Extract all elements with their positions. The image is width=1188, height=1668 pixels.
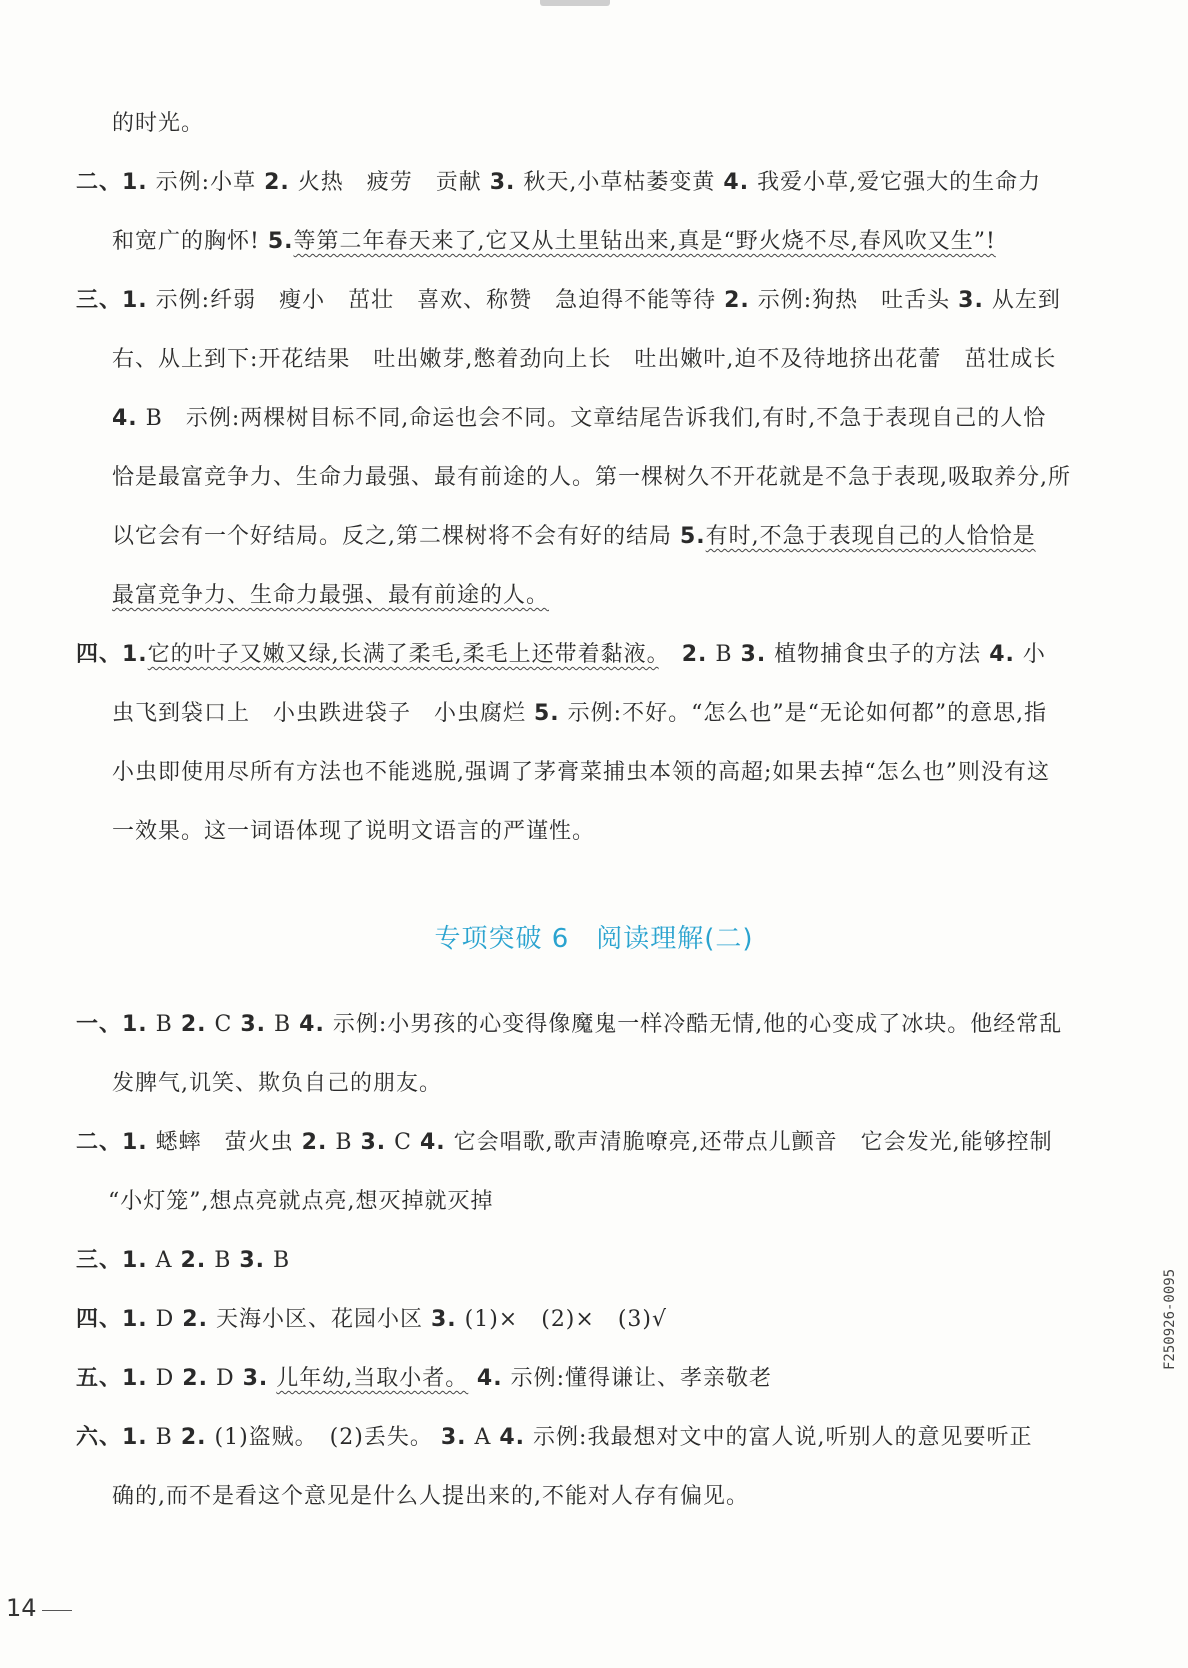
text-line: 4. B 示例:两棵树目标不同,命运也会不同。文章结尾告诉我们,有时,不急于表现自己的人恰	[112, 406, 1047, 431]
text-line: 和宽广的胸怀! 5.等第二年春天来了,它又从土里钻出来,真是“野火烧不尽,春风吹又生”!	[112, 229, 996, 254]
answer-group-2: 二、1. 示例:小草 2. 火热 疲劳 贡献 3. 秋天,小草枯萎变黄 4. 我爱小草,爱它强大的生命力	[76, 170, 1042, 195]
section-title: 专项突破 6 阅读理解(二)	[434, 924, 754, 954]
text-line: 小虫即使用尽所有方法也不能逃脱,强调了茅膏菜捕虫本领的高超;如果去掉“怎么也”则没有这	[112, 760, 1050, 785]
text-line: 的时光。	[112, 111, 205, 136]
answer-group-1: 一、1. B 2. C 3. B 4. 示例:小男孩的心变得像魔鬼一样冷酷无情,他的心变成了冰块。他经常乱	[76, 1012, 1063, 1037]
text-line: 发脾气,讥笑、欺负自己的朋友。	[112, 1071, 442, 1096]
answer-group-4b: 四、1. D 2. 天海小区、花园小区 3. (1)× (2)× (3)√	[76, 1307, 668, 1332]
top-edge-mark	[540, 0, 610, 6]
text-line: 恰是最富竞争力、生命力最强、最有前途的人。第一棵树久不开花就是不急于表现,吸取养分,所	[112, 465, 1071, 490]
text-line: 一效果。这一词语体现了说明文语言的严谨性。	[112, 819, 596, 844]
text-line: 最富竞争力、生命力最强、最有前途的人。	[112, 583, 550, 608]
side-code: F250926-0095	[1162, 1268, 1178, 1370]
answer-group-6: 六、1. B 2. (1)盗贼。 (2)丢失。 3. A 4. 示例:我最想对文中的富人说,听别人的意见要听正	[76, 1425, 1033, 1450]
text-line: 以它会有一个好结局。反之,第二棵树将不会有好的结局 5.有时,不急于表现自己的人恰恰是	[112, 524, 1036, 549]
answer-group-4: 四、1.它的叶子又嫩又绿,长满了柔毛,柔毛上还带着黏液。 2. B 3. 植物捕食虫子的方法 4. 小	[76, 642, 1046, 667]
text-line: 虫飞到袋口上 小虫跌进袋子 小虫腐烂 5. 示例:不好。“怎么也”是“无论如何都”的意思,指	[112, 701, 1048, 726]
page-number: 14	[6, 1594, 37, 1622]
text-line: 右、从上到下:开花结果 吐出嫩芽,憋着劲向上长 吐出嫩叶,迫不及待地挤出花蕾 茁壮成长	[112, 347, 1057, 372]
answer-group-3b: 三、1. A 2. B 3. B	[76, 1248, 291, 1273]
text-line: 确的,而不是看这个意见是什么人提出来的,不能对人存有偏见。	[112, 1484, 749, 1509]
answer-group-2b: 二、1. 蟋蟀 萤火虫 2. B 3. C 4. 它会唱歌,歌声清脆嘹亮,还带点儿颤音 它会发光,能够控制	[76, 1130, 1053, 1155]
page-number-rule	[42, 1610, 72, 1611]
answer-group-3: 三、1. 示例:纤弱 瘦小 茁壮 喜欢、称赞 急迫得不能等待 2. 示例:狗热 吐舌头 3. 从左到	[76, 288, 1061, 313]
text-line: “小灯笼”,想点亮就点亮,想灭掉就灭掉	[108, 1189, 494, 1214]
answer-group-5: 五、1. D 2. D 3. 儿年幼,当取小者。 4. 示例:懂得谦让、孝亲敬老	[76, 1366, 772, 1391]
